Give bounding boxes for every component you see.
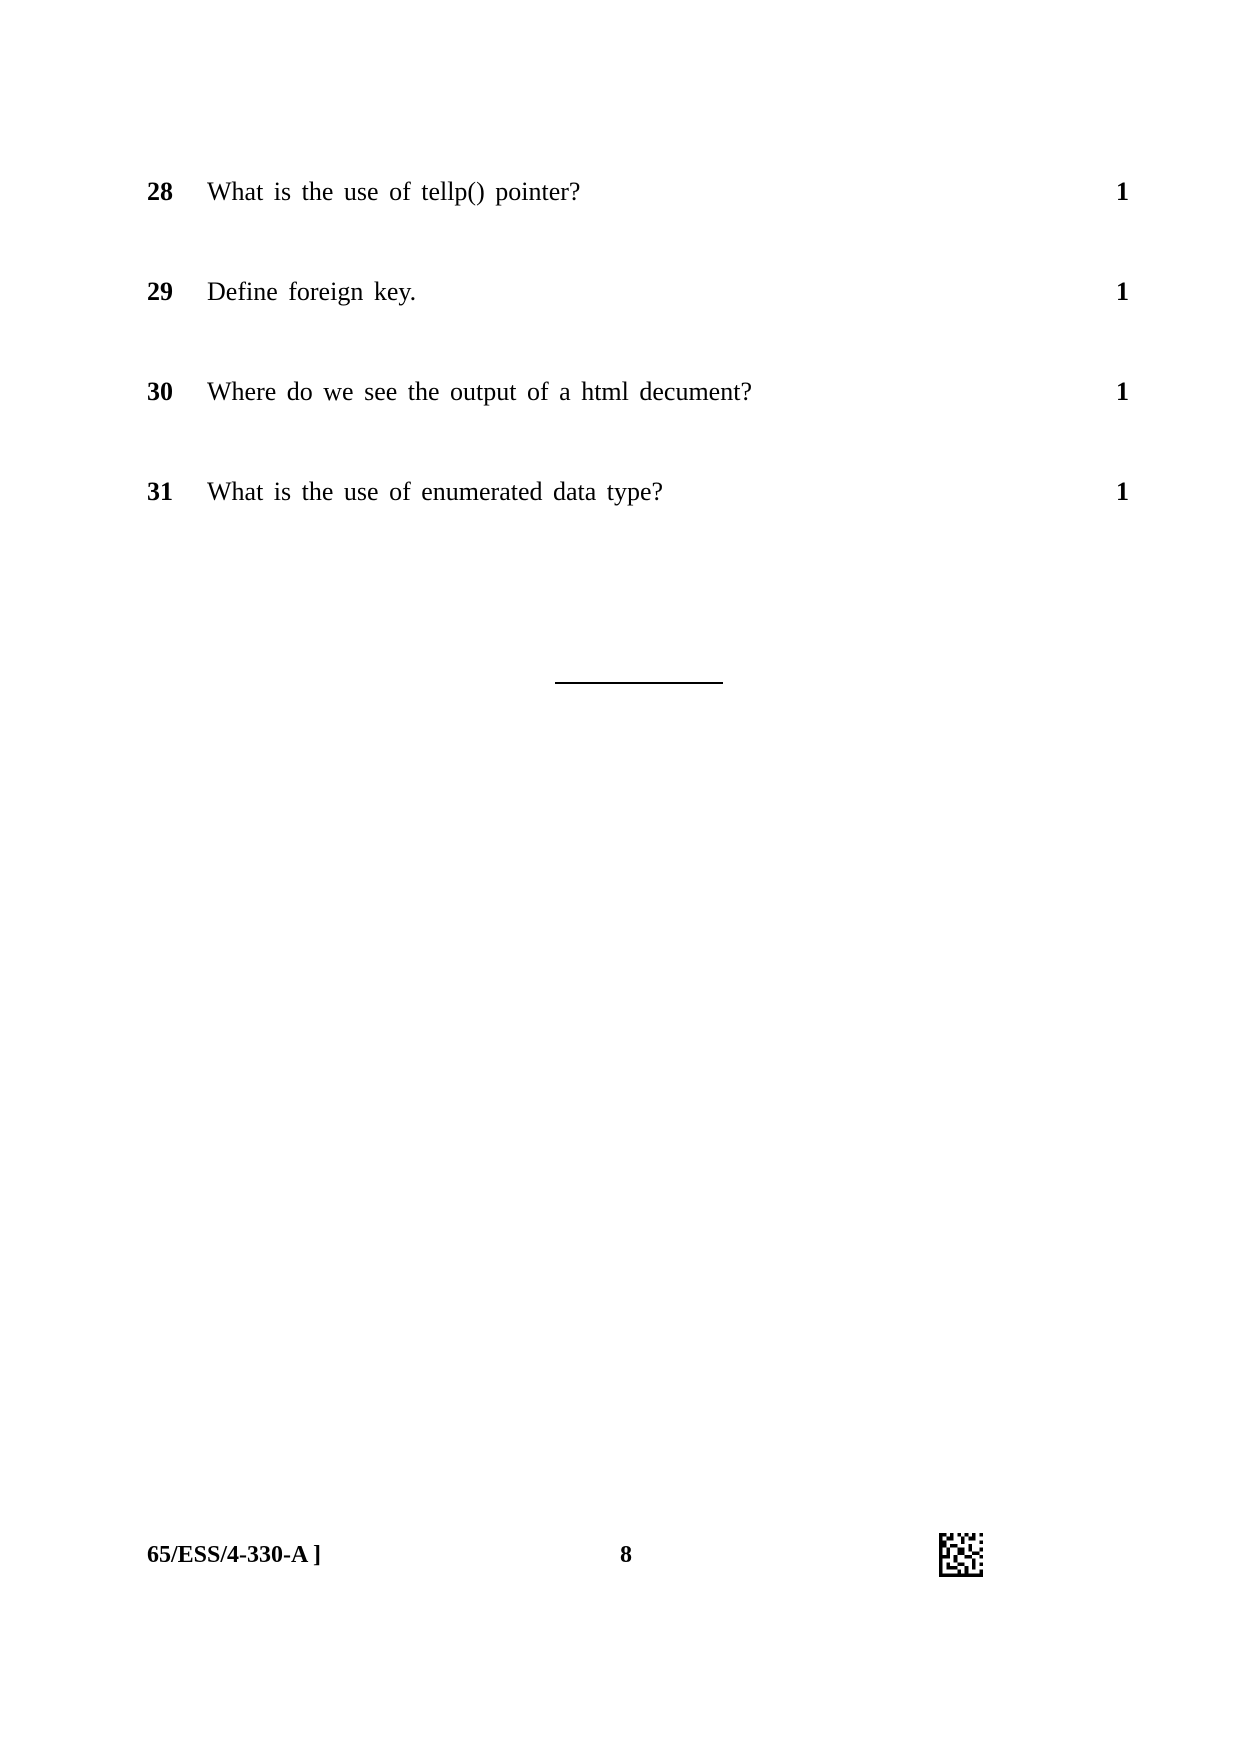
paper-code: 65/ESS/4-330-A ]	[147, 1542, 322, 1568]
end-of-paper-rule	[555, 682, 723, 684]
question-marks: 1	[1116, 477, 1129, 506]
question-marks: 1	[1116, 177, 1129, 206]
question-29	[147, 272, 1129, 312]
question-text: Where do we see the output of a html decument?	[207, 377, 752, 406]
question-number: 28	[147, 177, 173, 206]
2d-barcode-icon	[939, 1533, 983, 1577]
question-number: 31	[147, 477, 173, 506]
question-31	[147, 472, 1129, 512]
question-text: What is the use of enumerated data type?	[207, 477, 664, 506]
question-text: What is the use of tellp() pointer?	[207, 177, 581, 206]
question-marks: 1	[1116, 377, 1129, 406]
question-number: 30	[147, 377, 173, 406]
question-marks: 1	[1116, 277, 1129, 306]
question-text: Define foreign key.	[207, 277, 417, 306]
question-number: 29	[147, 277, 173, 306]
question-28	[147, 172, 1129, 212]
question-30	[147, 372, 1129, 412]
page-number: 8	[620, 1542, 632, 1568]
